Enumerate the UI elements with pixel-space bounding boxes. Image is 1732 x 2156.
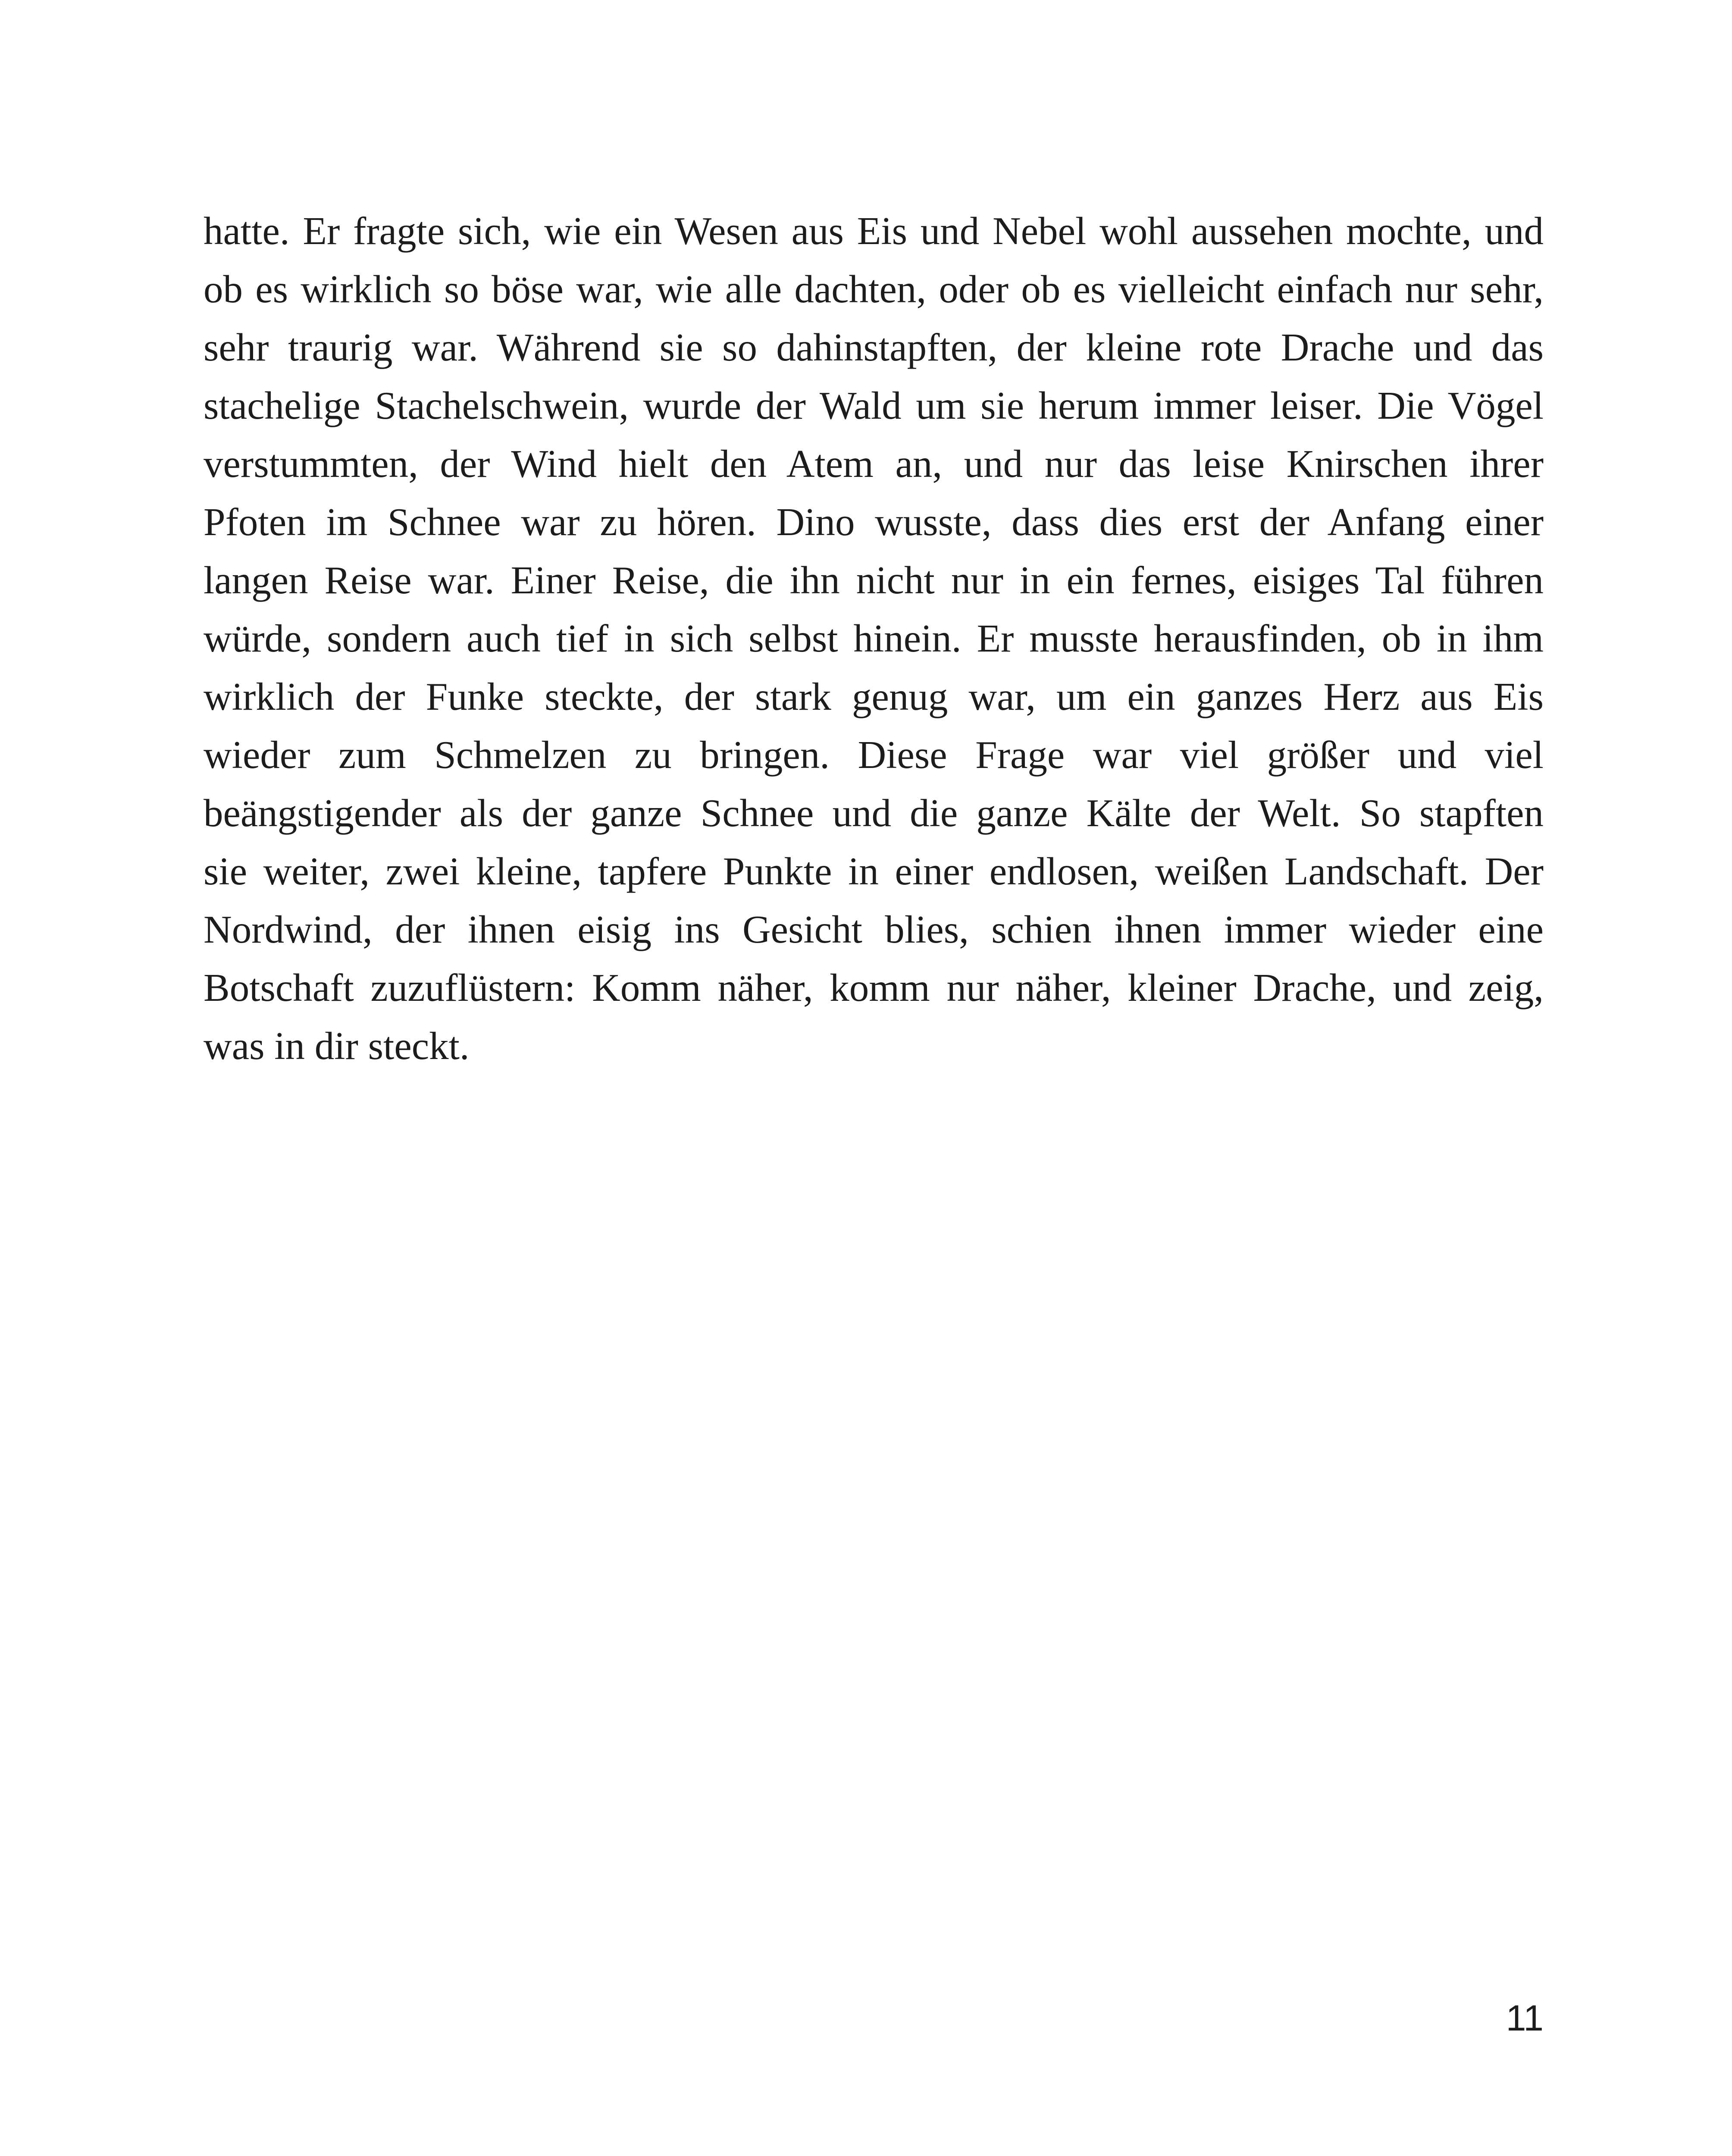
text-line: ob es wirklich so böse war, wie alle dachten, oder ob es vielleicht einfach nur sehr, — [204, 267, 1544, 311]
text-line: sehr traurig war. Während sie so dahinstapften, der kleine rote Drache und das — [204, 326, 1544, 369]
text-line: Botschaft zuzuflüstern: Komm näher, komm nur näher, kleiner Drache, und zeig, — [204, 966, 1544, 1009]
text-line: würde, sondern auch tief in sich selbst hinein. Er musste herausfinden, ob in ihm — [204, 617, 1544, 660]
text-line: wirklich der Funke steckte, der stark genug war, um ein ganzes Herz aus Eis — [204, 675, 1544, 718]
text-line: beängstigender als der ganze Schnee und die ganze Kälte der Welt. So stapften — [204, 791, 1544, 835]
text-line: Nordwind, der ihnen eisig ins Gesicht blies, schien ihnen immer wieder eine — [204, 908, 1544, 951]
text-line: Pfoten im Schnee war zu hören. Dino wusste, dass dies erst der Anfang einer — [204, 500, 1544, 544]
text-line: stachelige Stachelschwein, wurde der Wald um sie herum immer leiser. Die Vögel — [204, 384, 1544, 427]
text-line: wieder zum Schmelzen zu bringen. Diese Frage war viel größer und viel — [204, 733, 1544, 777]
text-line: was in dir steckt. — [204, 1024, 470, 1068]
text-line: hatte. Er fragte sich, wie ein Wesen aus Eis und Nebel wohl aussehen mochte, und — [204, 209, 1544, 253]
text-line: sie weiter, zwei kleine, tapfere Punkte in einer endlosen, weißen Landschaft. Der — [204, 849, 1544, 893]
body-paragraph — [204, 202, 1544, 1075]
text-line: verstummten, der Wind hielt den Atem an, und nur das leise Knirschen ihrer — [204, 442, 1544, 486]
text-line: langen Reise war. Einer Reise, die ihn nicht nur in ein fernes, eisiges Tal führen — [204, 558, 1544, 602]
page-number: 11 — [1506, 1998, 1544, 2038]
